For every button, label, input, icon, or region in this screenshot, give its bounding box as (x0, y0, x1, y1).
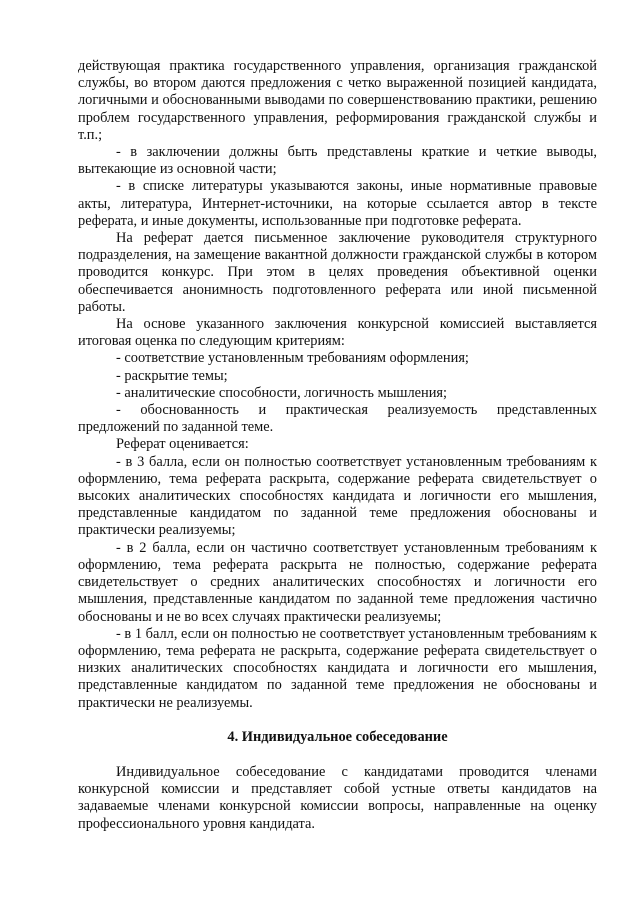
body-paragraph: Реферат оценивается: (116, 436, 249, 453)
body-paragraph: На основе указанного заключения конкурсной комиссией выставляется итоговая оценка по следующим критериям: (78, 316, 597, 350)
body-paragraph: На реферат дается письменное заключение руководителя структурного подразделения, на замещение вакантной должности гражданской службы в котором проводится конкурс. При этом в целях проведения объективной оценки обеспечивается анонимность подготовленного реферата или иной письменной работы. (78, 230, 597, 315)
criteria-list-item: - аналитические способности, логичность мышления; (116, 384, 448, 401)
body-paragraph: - в списке литературы указываются законы, иные нормативные правовые акты, литература, Интернет-источники, на которые ссылается автор в тексте реферата, и иные документы, использованные при подготовке реферата. (78, 178, 597, 229)
body-paragraph: - в заключении должны быть представлены краткие и четкие выводы, вытекающие из основной части; (78, 144, 597, 178)
grade-list-item: - в 2 балла, если он частично соответствует установленным требованиям к оформлению, тема реферата раскрыта не полностью, содержание реферата свидетельствует о средних аналитических способностях и логичности его мышления, представленные кандидатом по заданной теме предложения частично обоснованы и не во всех случаях практически реализуемы; (78, 539, 597, 625)
document-page (78, 58, 597, 833)
criteria-list-item: - раскрытие темы; (116, 367, 228, 384)
body-paragraph: действующая практика государственного управления, организация гражданской службы, во втором даются предложения с четко выраженной позицией кандидата, логичными и обоснованными выводами по совершенствованию практики, решению проблем государственного управления, реформирования гражданской службы и т.п.; (78, 58, 597, 143)
grade-list-item: - в 1 балл, если он полностью не соответствует установленным требованиям к оформлению, тема реферата не раскрыта, содержание реферата свидетельствует о низких аналитических способностях кандидата и логичности его мышления, представленные кандидатом по заданной теме предложения не обоснованы и практически не реализуемы. (78, 625, 597, 711)
section-heading: 4. Индивидуальное собеседование (227, 728, 448, 745)
criteria-list-item: - соответствие установленным требованиям оформления; (116, 350, 469, 367)
body-paragraph: Индивидуальное собеседование с кандидатами проводится членами конкурсной комиссии и представляет собой устные ответы кандидатов на задаваемые членами конкурсной комиссии вопросы, направленные на оценку профессионального уровня кандидата. (78, 763, 597, 832)
grade-list-item: - в 3 балла, если он полностью соответствует установленным требованиям к оформлению, тема реферата раскрыта, содержание реферата свидетельствует о высоких аналитических способностях кандидата и логичности его мышления, представленные кандидатом по заданной теме предложения обоснованы и практически реализуемы; (78, 453, 597, 539)
criteria-list-item: - обоснованность и практическая реализуемость представленных предложений по заданной теме. (78, 402, 597, 436)
